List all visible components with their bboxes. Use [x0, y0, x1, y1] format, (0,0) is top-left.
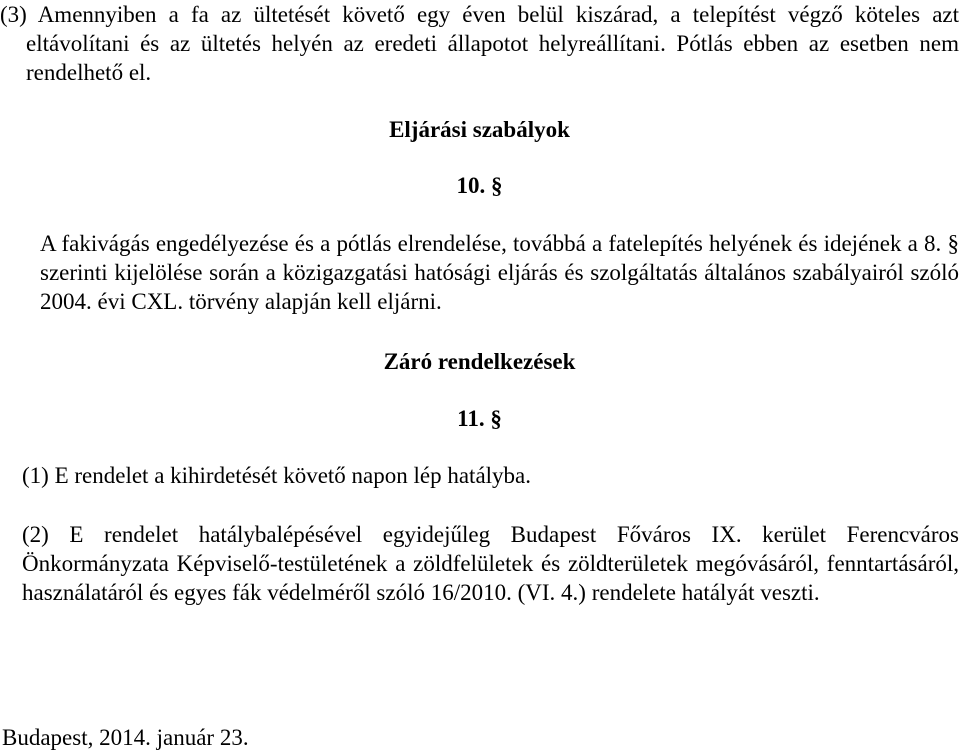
- paragraph-3-number: (3): [0, 2, 27, 27]
- section-11-paragraph-1-text: E rendelet a kihirdetését követő napon lép hatályba.: [54, 463, 532, 488]
- section-10-number: 10. §: [456, 173, 503, 198]
- section-11-number: 11. §: [457, 406, 502, 431]
- section-10-text: A fakivágás engedélyezése és a pótlás elrendelése, továbbá a fatelepítés helyének és idejének a 8. § szerinti kijelölése során a közigazgatási hatósági eljárás és szolgáltatás általános szabályairól szóló 2004. évi CXL. törvény alapján kell eljárni.: [40, 231, 959, 314]
- heading-final-provisions: Záró rendelkezések: [383, 349, 576, 374]
- section-11-paragraph-2-text: E rendelet hatálybalépésével egyidejűleg Budapest Főváros IX. kerület Ferencváros Önkormányzata Képviselő-testületének a zöldfelületek és zöldterületek megóvásáról, fenntartásáról, használatáról és egyes fák védelméről szóló 16/2010. (VI. 4.) rendelete hatályát veszti.: [22, 522, 959, 605]
- section-11-paragraph-2: [22, 520, 959, 607]
- section-11-paragraph-2-number: (2): [22, 522, 49, 547]
- paragraph-3-text: Amennyiben a fa az ültetését követő egy éven belül kiszárad, a telepítést végző köteles azt eltávolítani és az ültetés helyén az eredeti állapotot helyreállítani. Pótlás ebben az esetben nem rendelhető el.: [26, 2, 959, 85]
- section-11-paragraph-1: [22, 461, 959, 490]
- section-11-paragraph-1-number: (1): [22, 463, 49, 488]
- heading-procedural-rules: Eljárási szabályok: [389, 117, 570, 142]
- paragraph-3: [0, 0, 959, 87]
- closing-place-date: Budapest, 2014. január 23.: [2, 725, 249, 750]
